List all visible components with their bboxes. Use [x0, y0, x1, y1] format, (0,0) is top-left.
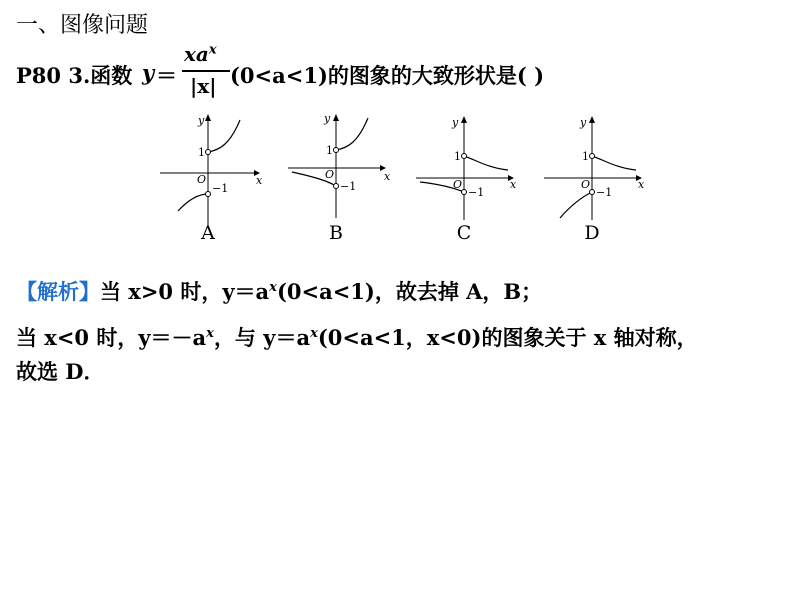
answer-graphs: [150, 108, 670, 248]
graph-b-neg-one: −1: [340, 180, 357, 193]
problem-prefix: P80 3.函数: [16, 63, 133, 88]
graph-c-neg-one: −1: [468, 186, 485, 199]
graph-a-y-label: y: [198, 114, 205, 127]
fraction-numerator: $xa^x$: [184, 42, 217, 66]
fraction-denominator: |x|: [190, 74, 217, 98]
graph-c-plot: [416, 108, 528, 228]
analysis-line-2-b: ，与 y＝a: [213, 325, 311, 350]
graph-d: [544, 108, 656, 248]
graph-c-origin: O: [453, 178, 463, 191]
graph-d-origin: O: [581, 178, 591, 191]
analysis-line-1-sup: x: [269, 280, 277, 295]
problem-equals: ＝: [156, 63, 177, 88]
graph-d-one: 1: [582, 150, 589, 163]
analysis-line-2-c: (0<a<1，x<0)的图象关于 x 轴对称，: [317, 325, 698, 350]
analysis-line-2-a: 当 x<0 时，y＝－a: [16, 325, 207, 350]
graph-a-origin: O: [197, 173, 207, 186]
graph-d-neg-one: −1: [596, 186, 613, 199]
graph-c-x-label: x: [510, 178, 517, 191]
graph-a-x-label: x: [256, 174, 263, 187]
graph-a-plot: [160, 108, 272, 228]
analysis-line-3: 故选 D．: [16, 359, 105, 384]
graph-a-one: 1: [198, 146, 205, 159]
problem-y: y: [142, 60, 155, 85]
graph-d-plot: [544, 108, 656, 228]
analysis-line-2-sup-1: x: [206, 326, 214, 341]
graph-a: [160, 108, 272, 248]
graph-b-x-label: x: [384, 170, 391, 183]
analysis-line-1-rest: (0<a<1)，故去掉 A，B；: [276, 279, 543, 304]
graph-b-plot: [288, 108, 400, 228]
graph-d-x-label: x: [638, 178, 645, 191]
graph-a-label: A: [201, 222, 215, 244]
graph-c-label: C: [456, 222, 472, 244]
graph-d-label: D: [584, 222, 600, 244]
graph-a-neg-one: −1: [212, 182, 229, 195]
graph-b-origin: O: [325, 168, 335, 181]
graph-b: [288, 108, 400, 248]
graph-b-label: B: [329, 222, 343, 244]
analysis-line-1: [16, 276, 542, 306]
analysis-tag: 【解析】: [16, 279, 100, 304]
graph-b-y-label: y: [324, 112, 331, 125]
graph-c-y-label: y: [452, 116, 459, 129]
analysis-line-2-sup-2: x: [310, 326, 318, 341]
analysis-line-2: [16, 322, 698, 352]
fraction-bar: [182, 70, 230, 72]
graph-b-one: 1: [326, 144, 333, 157]
problem-condition: (0<a<1)的图象的大致形状是( ): [230, 63, 545, 88]
section-heading: 一、图像问题: [16, 13, 149, 38]
graph-d-y-label: y: [580, 116, 587, 129]
analysis-line-1-text: 当 x>0 时，y＝a: [100, 279, 270, 304]
graph-c-one: 1: [454, 150, 461, 163]
graph-c: [416, 108, 528, 248]
